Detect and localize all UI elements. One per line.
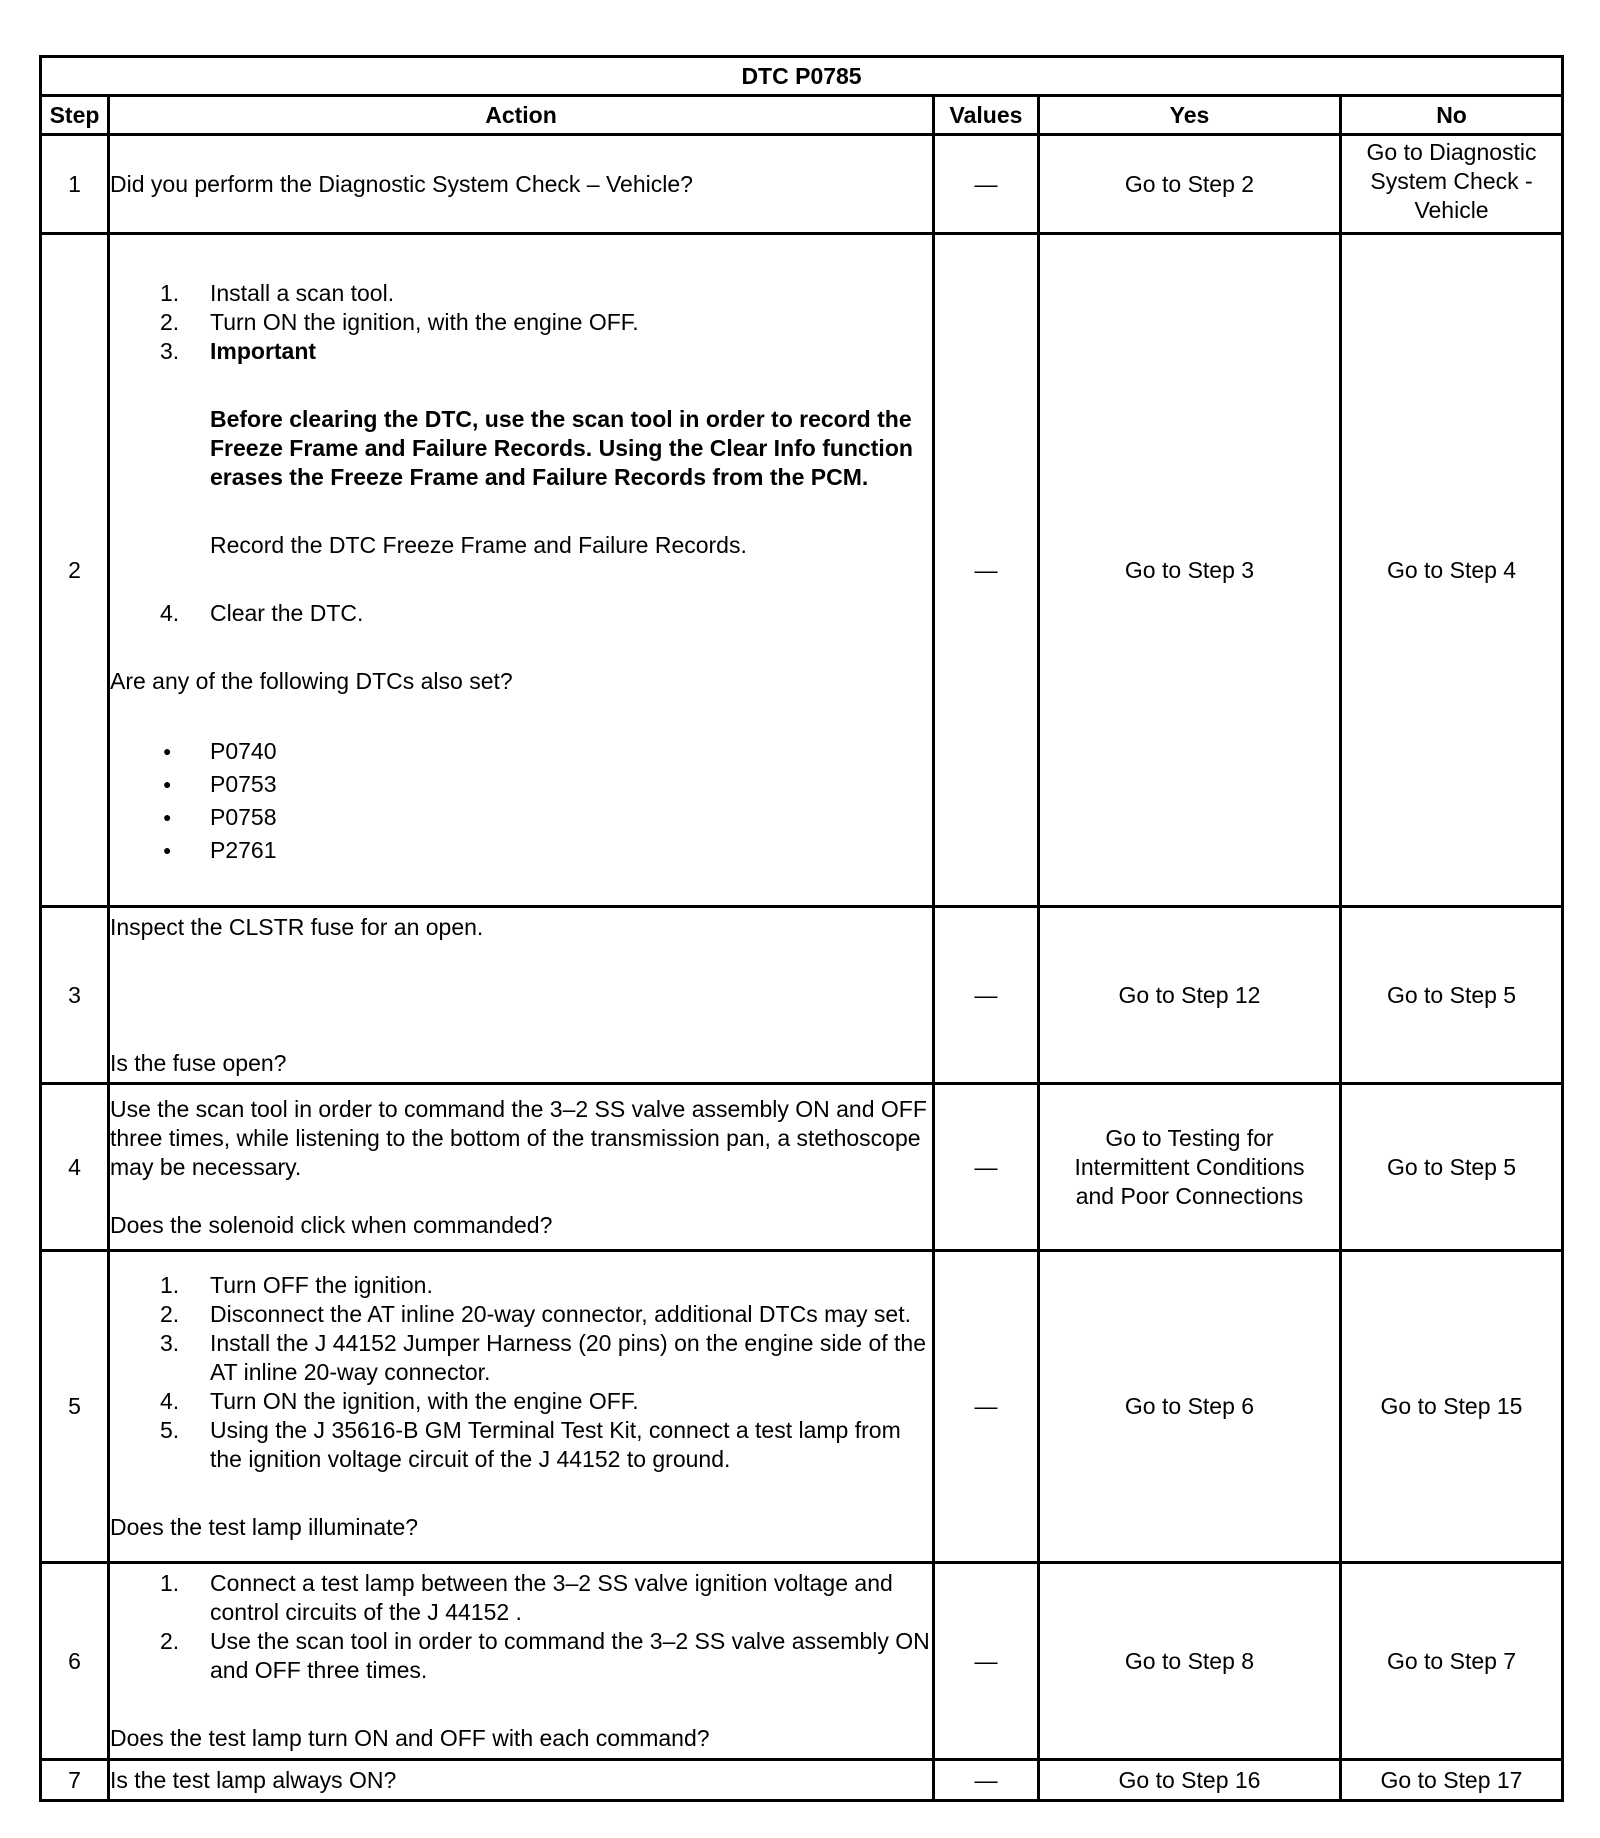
action-step: 3. Install the J 44152 Jumper Harness (20 pins) on the engine side of the AT inline 20-way connector.: [160, 1330, 926, 1385]
action-step: 4. Clear the DTC.: [160, 600, 364, 626]
header-yes: Yes: [1039, 96, 1341, 135]
action-step: 1. Connect a test lamp between the 3–2 SS valve ignition voltage and control circuits of the J 44152 .: [160, 1570, 893, 1625]
header-action: Action: [109, 96, 934, 135]
yes-cell: Go to Testing for Intermittent Conditions and Poor Connections: [1039, 1084, 1341, 1251]
yes-cell: Go to Step 12: [1039, 907, 1341, 1084]
no-cell: Go to Step 5: [1341, 907, 1563, 1084]
no-cell: Go to Step 4: [1341, 234, 1563, 907]
table-row: [41, 1251, 1563, 1563]
action-step: 4. Turn ON the ignition, with the engine OFF.: [160, 1388, 639, 1414]
action-cell: [109, 1563, 934, 1760]
table-row: [41, 907, 1563, 1084]
yes-cell: Go to Step 6: [1039, 1251, 1341, 1563]
action-step: 1. Install a scan tool.: [160, 280, 395, 306]
list-item: ● P0740: [110, 735, 932, 768]
table-row: [41, 1084, 1563, 1251]
values-cell: —: [934, 907, 1039, 1084]
step-number: 3: [41, 907, 109, 1084]
action-text: Is the test lamp always ON?: [110, 1766, 397, 1793]
no-cell: Go to Step 5: [1341, 1084, 1563, 1251]
action-question: Are any of the following DTCs also set?: [110, 668, 513, 694]
action-cell: [109, 907, 934, 1084]
no-cell: Go to Step 15: [1341, 1251, 1563, 1563]
step-number: 2: [41, 234, 109, 907]
action-step: 3. Important Before clearing the DTC, use the scan tool in order to record the Freeze Frame and Failure Records. Using the Clear Info function erases the Freeze Frame and Failure Records from the PCM. Record the DTC Freeze Frame and Failure Records.: [110, 337, 932, 560]
record-note: Record the DTC Freeze Frame and Failure Records.: [210, 532, 747, 558]
action-step: 2. Turn ON the ignition, with the engine OFF.: [160, 309, 639, 335]
action-steps: [110, 279, 932, 628]
step-number: 7: [41, 1760, 109, 1801]
action-step: 2. Use the scan tool in order to command the 3–2 SS valve assembly ON and OFF three times.: [160, 1628, 930, 1683]
step-number: 4: [41, 1084, 109, 1251]
action-text: Use the scan tool in order to command the 3–2 SS valve assembly ON and OFF three times, while listening to the bottom of the transmission pan, a stethoscope may be necessary.: [110, 1095, 927, 1180]
dtc-table: [39, 55, 1564, 1802]
header-row: [41, 96, 1563, 135]
action-cell: [109, 1251, 934, 1563]
yes-cell: Go to Step 8: [1039, 1563, 1341, 1760]
action-question: Is the fuse open?: [110, 1049, 287, 1076]
action-question: Does the test lamp illuminate?: [110, 1514, 419, 1540]
action-text: Did you perform the Diagnostic System Check – Vehicle?: [110, 170, 693, 197]
header-values: Values: [934, 96, 1039, 135]
title-row: [41, 57, 1563, 96]
action-step: 5. Using the J 35616-B GM Terminal Test Kit, connect a test lamp from the ignition voltage circuit of the J 44152 to ground.: [160, 1417, 901, 1472]
action-steps: [110, 1271, 932, 1474]
important-note: Before clearing the DTC, use the scan tool in order to record the Freeze Frame and Failure Records. Using the Clear Info function erases the Freeze Frame and Failure Records from the PCM.: [210, 406, 913, 490]
no-cell: Go to Step 7: [1341, 1563, 1563, 1760]
action-question: Does the solenoid click when commanded?: [110, 1211, 553, 1238]
list-item: ● P2761: [110, 834, 932, 867]
values-cell: —: [934, 1251, 1039, 1563]
action-question: Does the test lamp turn ON and OFF with each command?: [110, 1725, 710, 1751]
action-steps: [110, 1569, 932, 1685]
action-cell: [109, 234, 934, 907]
yes-cell: Go to Step 16: [1039, 1760, 1341, 1801]
action-step: 2. Disconnect the AT inline 20-way connector, additional DTCs may set.: [160, 1301, 911, 1327]
header-no: No: [1341, 96, 1563, 135]
step-number: 1: [41, 135, 109, 234]
action-text: Inspect the CLSTR fuse for an open.: [110, 913, 484, 940]
table-row: [41, 234, 1563, 907]
table-row: [41, 1760, 1563, 1801]
table-row: [41, 1563, 1563, 1760]
step-number: 5: [41, 1251, 109, 1563]
list-item: ● P0758: [110, 801, 932, 834]
no-cell: Go to Diagnostic System Check - Vehicle: [1341, 135, 1563, 234]
header-step: Step: [41, 96, 109, 135]
yes-cell: Go to Step 3: [1039, 234, 1341, 907]
action-cell: [109, 135, 934, 234]
action-cell: [109, 1760, 934, 1801]
action-step: 1. Turn OFF the ignition.: [160, 1272, 433, 1298]
list-item: ● P0753: [110, 768, 932, 801]
values-cell: —: [934, 135, 1039, 234]
table-title: DTC P0785: [41, 57, 1563, 96]
values-cell: —: [934, 1760, 1039, 1801]
values-cell: —: [934, 1563, 1039, 1760]
important-label: Important: [210, 338, 317, 364]
yes-cell: Go to Step 2: [1039, 135, 1341, 234]
step-number: 6: [41, 1563, 109, 1760]
values-cell: —: [934, 1084, 1039, 1251]
no-cell: Go to Step 17: [1341, 1760, 1563, 1801]
dtc-code-list: [110, 735, 932, 867]
action-cell: [109, 1084, 934, 1251]
table-row: [41, 135, 1563, 234]
values-cell: —: [934, 234, 1039, 907]
